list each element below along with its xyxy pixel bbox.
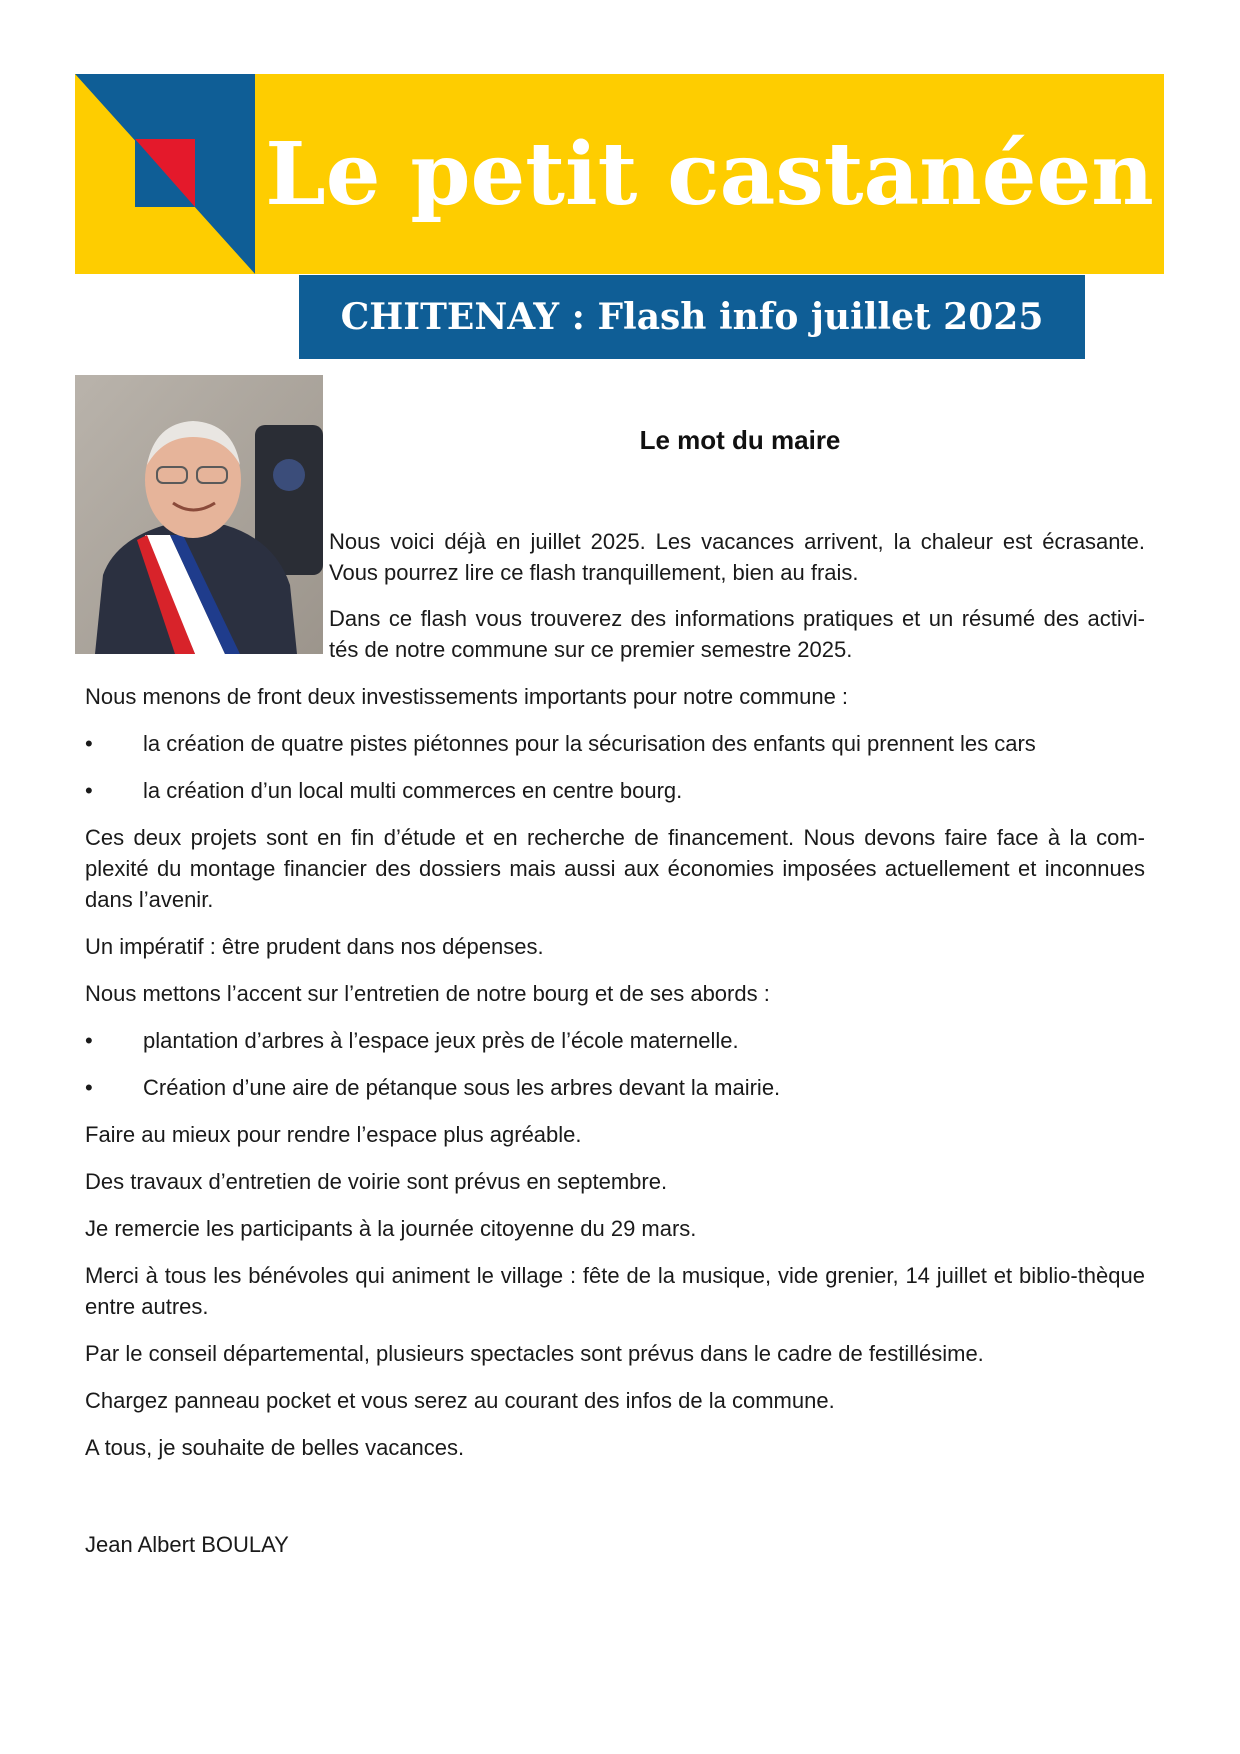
list-item <box>85 775 1145 806</box>
paragraph-mieux: Faire au mieux pour rendre l’espace plus agréable. <box>85 1122 582 1147</box>
paragraph-remerciement: Je remercie les participants à la journée citoyenne du 29 mars. <box>85 1216 697 1241</box>
bullet-icon: • <box>85 1028 93 1053</box>
list-item <box>85 728 1145 759</box>
paragraph-voirie: Des travaux d’entretien de voirie sont prévus en septembre. <box>85 1169 668 1194</box>
paragraph-investissements: Nous menons de front deux investissements importants pour notre commune : <box>85 684 849 709</box>
article-heading: Le mot du maire <box>639 425 841 455</box>
article-body <box>85 681 1145 1479</box>
list-item-text: la création de quatre pistes piétonnes pour la sécurisation des enfants qui prennent les cars <box>143 731 1036 756</box>
intro-paragraph: Nous voici déjà en juillet 2025. Les vacances arrivent, la chaleur est écrasante. Vous pourrez lire ce flash tranquillement, bien au frais. <box>329 529 1145 585</box>
paragraph-imperatif: Un impératif : être prudent dans nos dépenses. <box>85 934 544 959</box>
paragraph-panneau: Chargez panneau pocket et vous serez au courant des infos de la commune. <box>85 1388 835 1413</box>
paragraph-projets: Ces deux projets sont en fin d’étude et en recherche de financement. Nous devons faire face à la com-plexité du montage financier des dossiers mais aussi aux économies imposées actuellement et inconnues dans l’avenir. <box>85 825 1145 912</box>
list-item-text: plantation d’arbres à l’espace jeux près de l’école maternelle. <box>143 1028 739 1053</box>
subtitle-bar <box>299 275 1085 359</box>
list-item <box>85 1025 1145 1056</box>
bullet-icon: • <box>85 1075 93 1100</box>
paragraph-entretien: Nous mettons l’accent sur l’entretien de notre bourg et de ses abords : <box>85 981 770 1006</box>
list-item <box>85 1072 1145 1103</box>
logo-icon <box>75 74 255 274</box>
signature: Jean Albert BOULAY <box>85 1532 289 1557</box>
newsletter-subtitle: CHITENAY : Flash info juillet 2025 <box>340 296 1044 338</box>
list-item-text: Création d’une aire de pétanque sous les arbres devant la mairie. <box>143 1075 781 1100</box>
list-item-text: la création d’un local multi commerces en centre bourg. <box>143 778 683 803</box>
paragraph-conseil: Par le conseil départemental, plusieurs spectacles sont prévus dans le cadre de festillésime. <box>85 1341 984 1366</box>
newsletter-title: Le petit castanéen <box>265 123 1154 225</box>
intro-section <box>329 526 1145 680</box>
paragraph-benevoles: Merci à tous les bénévoles qui animent le village : fête de la musique, vide grenier, 14 juillet et biblio-thèque entre autres. <box>85 1263 1145 1319</box>
bullet-icon: • <box>85 778 93 803</box>
intro-paragraph: Dans ce flash vous trouverez des informations pratiques et un résumé des activi-tés de notre commune sur ce premier semestre 2025. <box>329 606 1145 662</box>
paragraph-vacances: A tous, je souhaite de belles vacances. <box>85 1435 465 1460</box>
mayor-photo <box>75 375 323 654</box>
bullet-icon: • <box>85 731 93 756</box>
